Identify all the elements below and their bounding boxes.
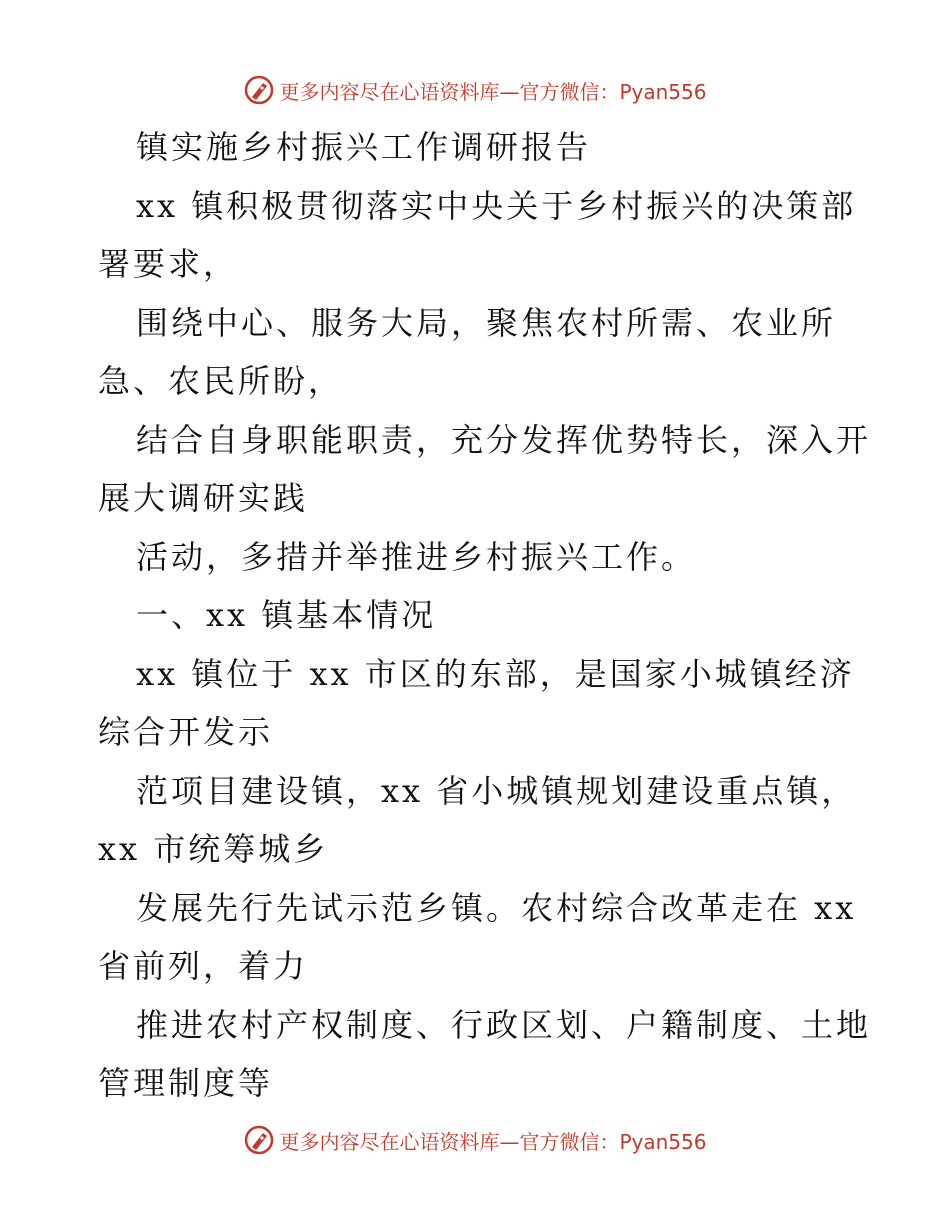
text-line: 推进农村产权制度、行政区划、户籍制度、土地	[136, 1005, 872, 1044]
text-line: 综合开发示	[98, 713, 274, 751]
header-banner	[0, 70, 950, 110]
footer-banner	[0, 1120, 950, 1160]
text-line: 结合自身职能职责，充分发挥优势特长，深入开	[136, 420, 872, 459]
pen-nib-circle-icon	[243, 1124, 275, 1156]
text-line: 署要求，	[98, 245, 239, 283]
text-line: 发展先行先试示范乡镇。农村综合改革走在 xx	[136, 888, 857, 927]
text-line: 活动，多措并举推进乡村振兴工作。	[136, 537, 697, 576]
text-line: 围绕中心、服务大局，聚焦农村所需、农业所	[136, 303, 837, 342]
text-line: 急、农民所盼，	[98, 362, 344, 400]
text-line: 镇实施乡村振兴工作调研报告	[136, 128, 592, 166]
banner-text: 更多内容尽在心语资料库—官方微信：Pyan556	[279, 79, 707, 104]
text-line: xx 镇积极贯彻落实中央关于乡村振兴的决策部	[136, 186, 857, 225]
text-line: xx 市统筹城乡	[98, 830, 329, 868]
text-line: 省前列，着力	[98, 947, 309, 985]
text-line: 一、xx 镇基本情况	[136, 596, 437, 634]
text-line: 管理制度等	[98, 1064, 274, 1102]
banner-text: 更多内容尽在心语资料库—官方微信：Pyan556	[279, 1129, 707, 1154]
text-line: 展大调研实践	[98, 479, 309, 517]
text-line: 范项目建设镇，xx 省小城镇规划建设重点镇，	[136, 771, 857, 810]
text-line: xx 镇位于 xx 市区的东部，是国家小城镇经济	[136, 654, 855, 693]
document-body	[98, 118, 872, 1113]
pen-nib-circle-icon	[243, 74, 275, 106]
